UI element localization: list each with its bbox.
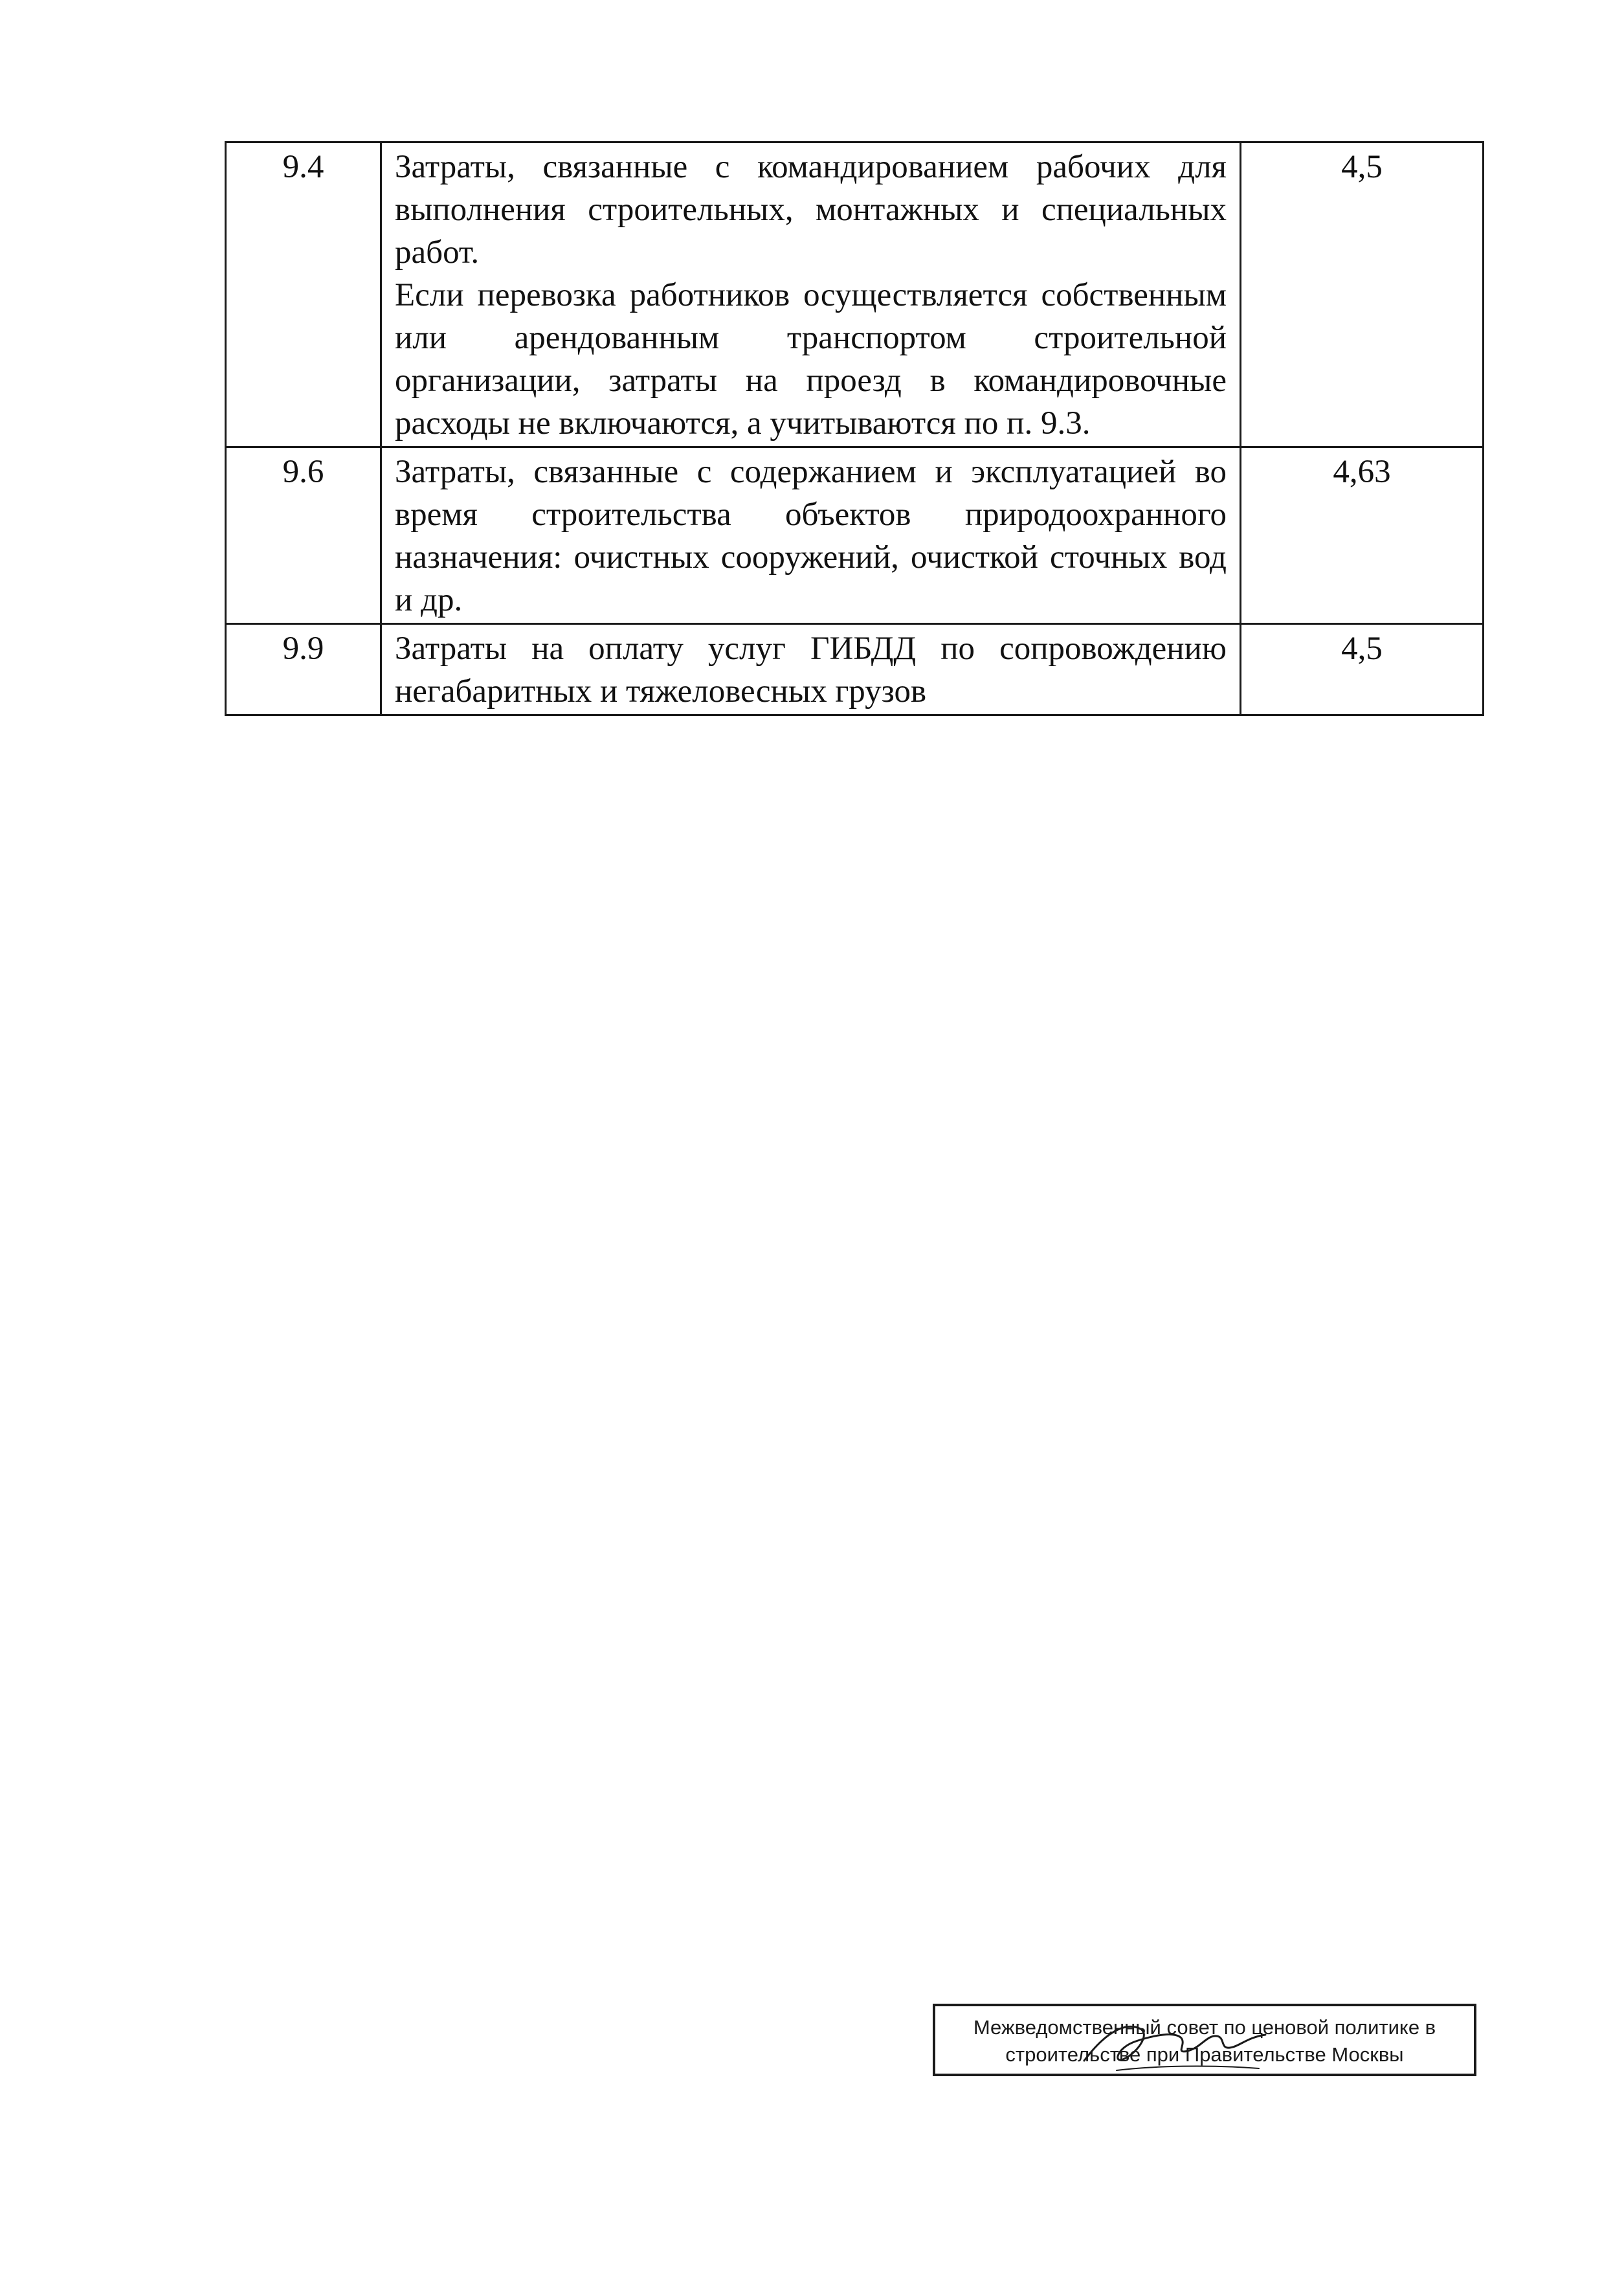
council-stamp [933, 2004, 1476, 2076]
description-paragraph: Затраты на оплату услуг ГИБДД по сопровождению негабаритных и тяжеловесных грузов [395, 631, 1227, 710]
description-paragraph: Затраты, связанные с командированием рабочих для выполнения строительных, монтажных и специальных работ. [395, 149, 1227, 271]
stamp-line-1: Межведомственный совет по ценовой политике в [973, 2016, 1436, 2039]
signature-icon [1078, 2009, 1272, 2080]
row-value: 4,63 [1241, 447, 1484, 624]
row-number: 9.9 [226, 624, 381, 715]
row-number: 9.6 [226, 447, 381, 624]
description-paragraph: Если перевозка работников осуществляется собственным или арендованным транспортом строительной организации, затраты на проезд в командировочные расходы не включаются, а учитываются по п. 9.3. [395, 277, 1227, 442]
table-row [226, 447, 1484, 624]
description-paragraph: Затраты, связанные с содержанием и эксплуатацией во время строительства объектов природоохранного назначения: очистных сооружений, очисткой сточных вод и др. [395, 454, 1227, 618]
cost-table [225, 141, 1484, 716]
row-description [381, 624, 1241, 715]
row-description [381, 447, 1241, 624]
stamp-line-2: строительстве при Правительстве Москвы [1005, 2043, 1404, 2066]
row-value: 4,5 [1241, 624, 1484, 715]
table-row [226, 142, 1484, 447]
row-description [381, 142, 1241, 447]
row-number: 9.4 [226, 142, 381, 447]
row-value: 4,5 [1241, 142, 1484, 447]
table-row [226, 624, 1484, 715]
